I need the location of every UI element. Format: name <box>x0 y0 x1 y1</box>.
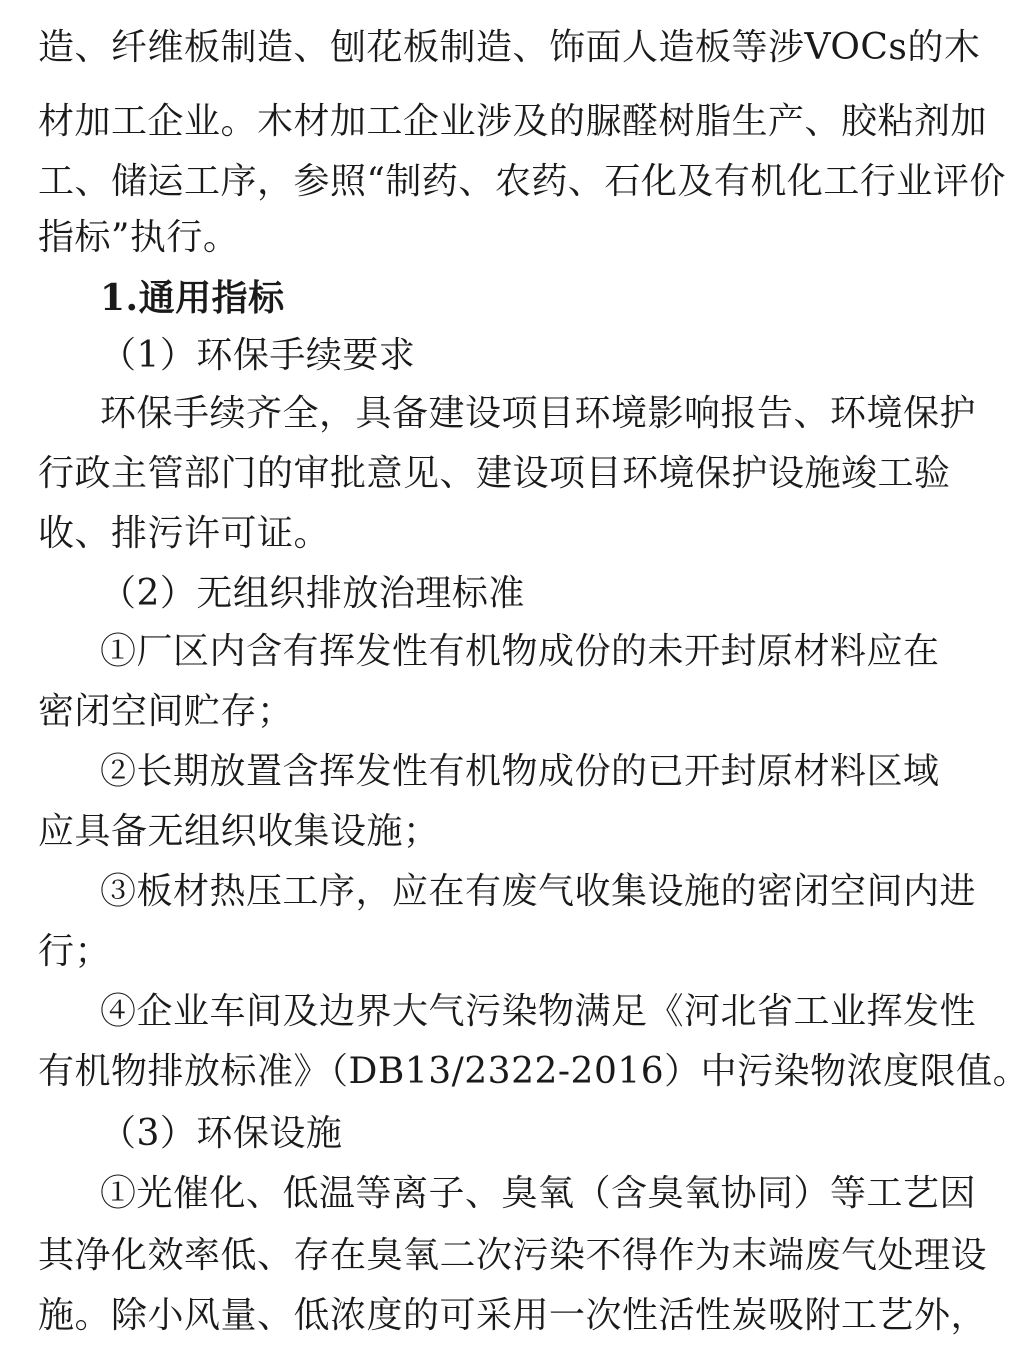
text-line: 指标”执行。 <box>38 217 240 258</box>
list-item-line: 其净化效率低、存在臭氧二次污染不得作为末端废气处理设 <box>38 1235 988 1276</box>
list-item-line: ①厂区内含有挥发性有机物成份的未开封原材料应在 <box>100 631 940 672</box>
list-item-line: ②长期放置含挥发性有机物成份的已开封原材料区域 <box>100 751 940 792</box>
list-item-line: 应具备无组织收集设施； <box>38 811 440 852</box>
section-heading: 1.通用指标 <box>100 277 285 319</box>
list-item-line: 行； <box>38 931 112 972</box>
paragraph-line: 收、排污许可证。 <box>38 513 331 554</box>
list-item-line: ①光催化、低温等离子、臭氧（含臭氧协同）等工艺因 <box>100 1173 977 1214</box>
list-item-line: 施。除小风量、低浓度的可采用一次性活性炭吸附工艺外， <box>38 1295 988 1336</box>
paragraph-line: 行政主管部门的审批意见、建设项目环境保护设施竣工验 <box>38 453 951 494</box>
subsection-heading: （3）环保设施 <box>100 1113 343 1154</box>
subsection-heading: （2）无组织排放治理标准 <box>100 573 525 614</box>
text-line: 造、纤维板制造、刨花板制造、饰面人造板等涉VOCs的木 <box>38 27 981 68</box>
list-item-line: ④企业车间及边界大气污染物满足《河北省工业挥发性 <box>100 991 977 1032</box>
subsection-heading: （1）环保手续要求 <box>100 335 416 376</box>
text-line: 材加工企业。木材加工企业涉及的脲醛树脂生产、胶粘剂加 <box>38 101 988 142</box>
paragraph-line: 环保手续齐全，具备建设项目环境影响报告、环境保护 <box>100 393 977 434</box>
list-item-line: ③板材热压工序，应在有废气收集设施的密闭空间内进 <box>100 871 977 912</box>
list-item-line: 密闭空间贮存； <box>38 691 294 732</box>
list-item-line: 有机物排放标准》（DB13/2322-2016）中污染物浓度限值。 <box>38 1051 1029 1092</box>
text-line: 工、储运工序，参照“制药、农药、石化及有机化工行业评价 <box>38 161 1006 202</box>
